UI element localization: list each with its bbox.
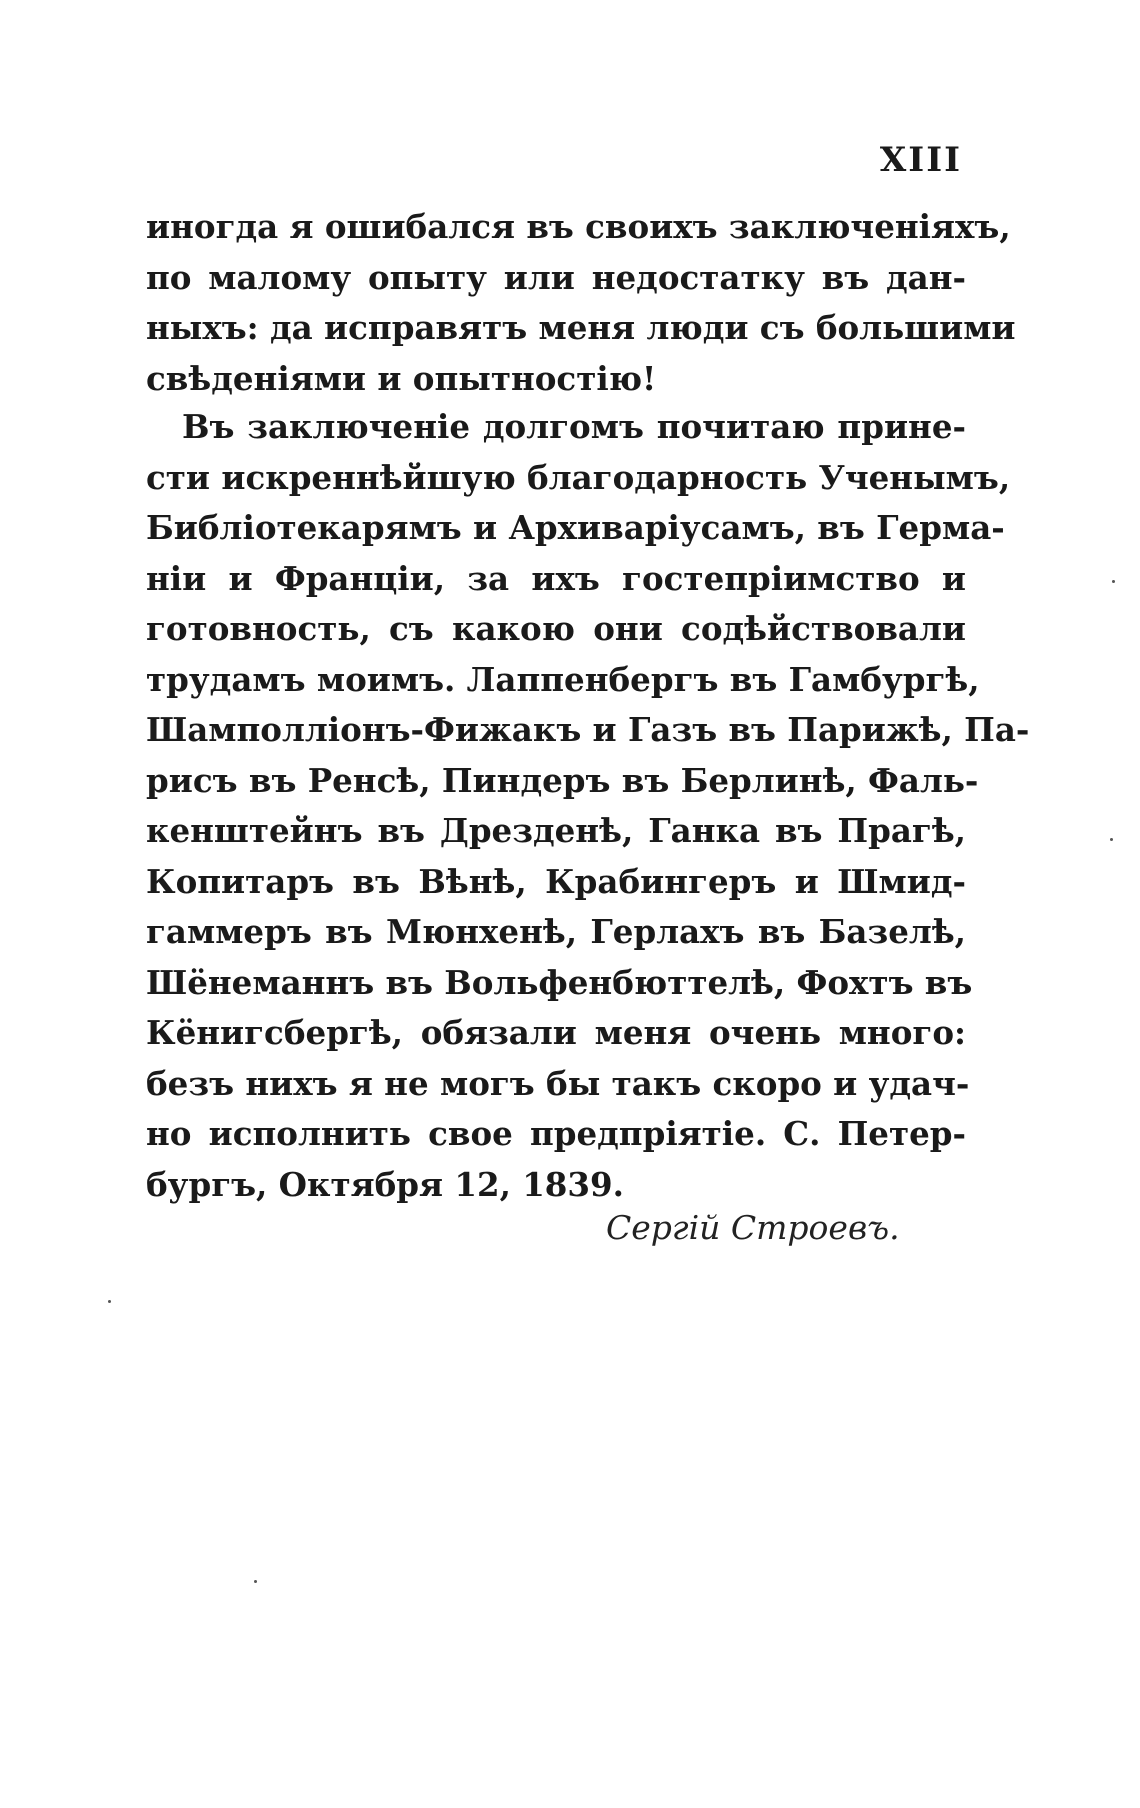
text-line: кенштейнъ въ Дрезденѣ, Ганка въ Прагѣ, (146, 811, 966, 850)
text-line: Въ заключеніе долгомъ почитаю прине- (182, 407, 966, 446)
print-speck (1110, 838, 1113, 841)
text-line: готовность, съ какою они содѣйствовали (146, 609, 966, 648)
text-line: безъ нихъ я не могъ бы такъ скоро и удач- (146, 1063, 970, 1103)
text-line: по малому опыту или недостатку въ дан- (146, 257, 966, 297)
text-line: рисъ въ Ренсѣ, Пиндеръ въ Берлинѣ, Фаль- (146, 760, 979, 800)
print-speck (108, 1300, 111, 1303)
paragraph-1 (146, 202, 1016, 404)
text-line: ніи и Франціи, за ихъ гостепріимство и (146, 558, 966, 598)
text-line: ныхъ: да исправятъ меня люди съ большими (146, 308, 1016, 347)
print-speck (1112, 580, 1115, 583)
author-signature: Сергій Строевъ. (606, 1208, 900, 1247)
paragraph-2 (146, 402, 1030, 1210)
text-line: Шёнеманнъ въ Вольфенбюттелѣ, Фохтъ въ (146, 962, 973, 1002)
text-line: Кёнигсбергѣ, обязали меня очень много: (146, 1013, 966, 1052)
text-line: сти искреннѣйшую благодарность Ученымъ, (146, 457, 1011, 497)
text-line: иногда я ошибался въ своихъ заключеніяхъ, (146, 207, 1011, 246)
text-line: бургъ, Октября 12, 1839. (146, 1164, 624, 1204)
text-line: трудамъ моимъ. Лаппенбергъ въ Гамбургѣ, (146, 659, 980, 699)
text-line: Библіотекарямъ и Архиваріусамъ, въ Герма- (146, 508, 1005, 547)
print-speck (254, 1580, 257, 1583)
text-line: свѣденіями и опытностію! (146, 358, 657, 398)
page-number: XIII (879, 140, 962, 180)
text-line: гаммеръ въ Мюнхенѣ, Герлахъ въ Базелѣ, (146, 912, 966, 951)
text-line: но исполнить свое предпріятіе. С. Петер- (146, 1114, 966, 1153)
text-line: Копитаръ въ Вѣнѣ, Крабингеръ и Шмид- (146, 861, 966, 901)
text-line: Шамполліонъ-Фижакъ и Газъ въ Парижѣ, Па- (146, 710, 1030, 749)
